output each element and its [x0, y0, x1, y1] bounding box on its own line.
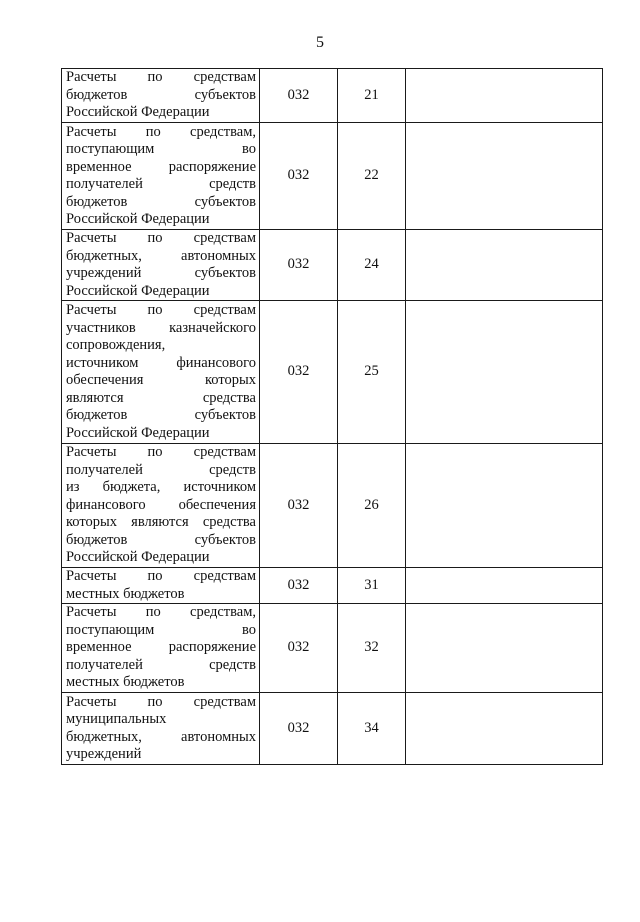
- account-name-line: местных бюджетов: [66, 674, 185, 691]
- account-name-line: учреждений: [66, 746, 142, 762]
- account-name-line: которых являются средства: [66, 514, 256, 531]
- empty-cell: [406, 693, 603, 765]
- account-name-cell: [62, 604, 260, 693]
- empty-cell: [406, 69, 603, 123]
- account-name-line: Российской Федерации: [66, 549, 210, 566]
- page-number: 5: [316, 34, 324, 51]
- account-name-cell: [62, 568, 260, 604]
- account-name-cell: [62, 444, 260, 568]
- account-name-line: Расчеты по средствам: [66, 693, 256, 710]
- account-name-line: бюджетов субъектов: [66, 407, 256, 423]
- account-name-line: источником финансового: [66, 354, 256, 371]
- account-number-cell: 32: [338, 604, 406, 693]
- account-code-cell: 032: [260, 444, 338, 568]
- table-row: [62, 230, 603, 301]
- account-name-line: Российской Федерации: [66, 104, 210, 121]
- account-name-line: бюджетных, автономных: [66, 728, 256, 745]
- accounts-table: [61, 68, 603, 765]
- account-name-line: Российской Федерации: [66, 211, 210, 227]
- empty-cell: [406, 230, 603, 301]
- account-number-cell: 21: [338, 69, 406, 123]
- account-name-line: бюджетов субъектов: [66, 531, 256, 548]
- table-row: [62, 604, 603, 693]
- account-name-line: обеспечения которых: [66, 372, 256, 388]
- account-name-line: являются средства: [66, 389, 256, 406]
- account-name-line: из бюджета, источником: [66, 479, 256, 496]
- account-number-cell: 22: [338, 123, 406, 230]
- empty-cell: [406, 444, 603, 568]
- account-name-line: поступающим во: [66, 621, 256, 638]
- account-name-line: сопровождения,: [66, 337, 166, 353]
- account-name-line: Расчеты по средствам: [66, 568, 256, 584]
- account-code-cell: 032: [260, 123, 338, 230]
- table-row: [62, 444, 603, 568]
- table-row: [62, 301, 603, 444]
- account-name-line: финансового обеспечения: [66, 496, 256, 513]
- account-name-line: получателей средств: [66, 461, 256, 478]
- account-name-line: Расчеты по средствам: [66, 69, 256, 86]
- account-code-cell: 032: [260, 230, 338, 301]
- account-name-line: Российской Федерации: [66, 424, 210, 441]
- table-body: [62, 69, 603, 765]
- account-code-cell: 032: [260, 301, 338, 444]
- table-row: [62, 123, 603, 230]
- account-name-line: поступающим во: [66, 141, 256, 157]
- account-name-line: бюджетов субъектов: [66, 86, 256, 103]
- account-number-cell: 26: [338, 444, 406, 568]
- account-name-line: Российской Федерации: [66, 282, 210, 299]
- table-row: [62, 568, 603, 604]
- account-code-cell: 032: [260, 568, 338, 604]
- account-name-cell: [62, 230, 260, 301]
- account-name-line: Расчеты по средствам,: [66, 123, 256, 140]
- account-name-cell: [62, 123, 260, 230]
- account-name-line: местных бюджетов: [66, 585, 185, 602]
- account-name-line: получателей средств: [66, 656, 256, 673]
- account-name-line: временное распоряжение: [66, 639, 256, 656]
- account-name-cell: [62, 693, 260, 765]
- account-name-cell: [62, 301, 260, 444]
- empty-cell: [406, 301, 603, 444]
- account-name-line: Расчеты по средствам: [66, 302, 256, 318]
- empty-cell: [406, 604, 603, 693]
- account-name-line: бюджетных, автономных: [66, 247, 256, 264]
- account-name-line: участников казначейского: [66, 319, 256, 336]
- account-name-line: получателей средств: [66, 176, 256, 192]
- account-name-line: Расчеты по средствам: [66, 444, 256, 461]
- account-number-cell: 25: [338, 301, 406, 444]
- account-code-cell: 032: [260, 693, 338, 765]
- account-number-cell: 34: [338, 693, 406, 765]
- account-name-line: учреждений субъектов: [66, 265, 256, 281]
- account-code-cell: 032: [260, 69, 338, 123]
- account-name-cell: [62, 69, 260, 123]
- account-number-cell: 31: [338, 568, 406, 604]
- table-row: [62, 69, 603, 123]
- empty-cell: [406, 123, 603, 230]
- table-row: [62, 693, 603, 765]
- account-name-line: муниципальных: [66, 711, 167, 727]
- empty-cell: [406, 568, 603, 604]
- account-name-line: бюджетов субъектов: [66, 193, 256, 210]
- account-name-line: Расчеты по средствам,: [66, 604, 256, 621]
- account-code-cell: 032: [260, 604, 338, 693]
- account-name-line: временное распоряжение: [66, 158, 256, 175]
- account-number-cell: 24: [338, 230, 406, 301]
- account-name-line: Расчеты по средствам: [66, 230, 256, 246]
